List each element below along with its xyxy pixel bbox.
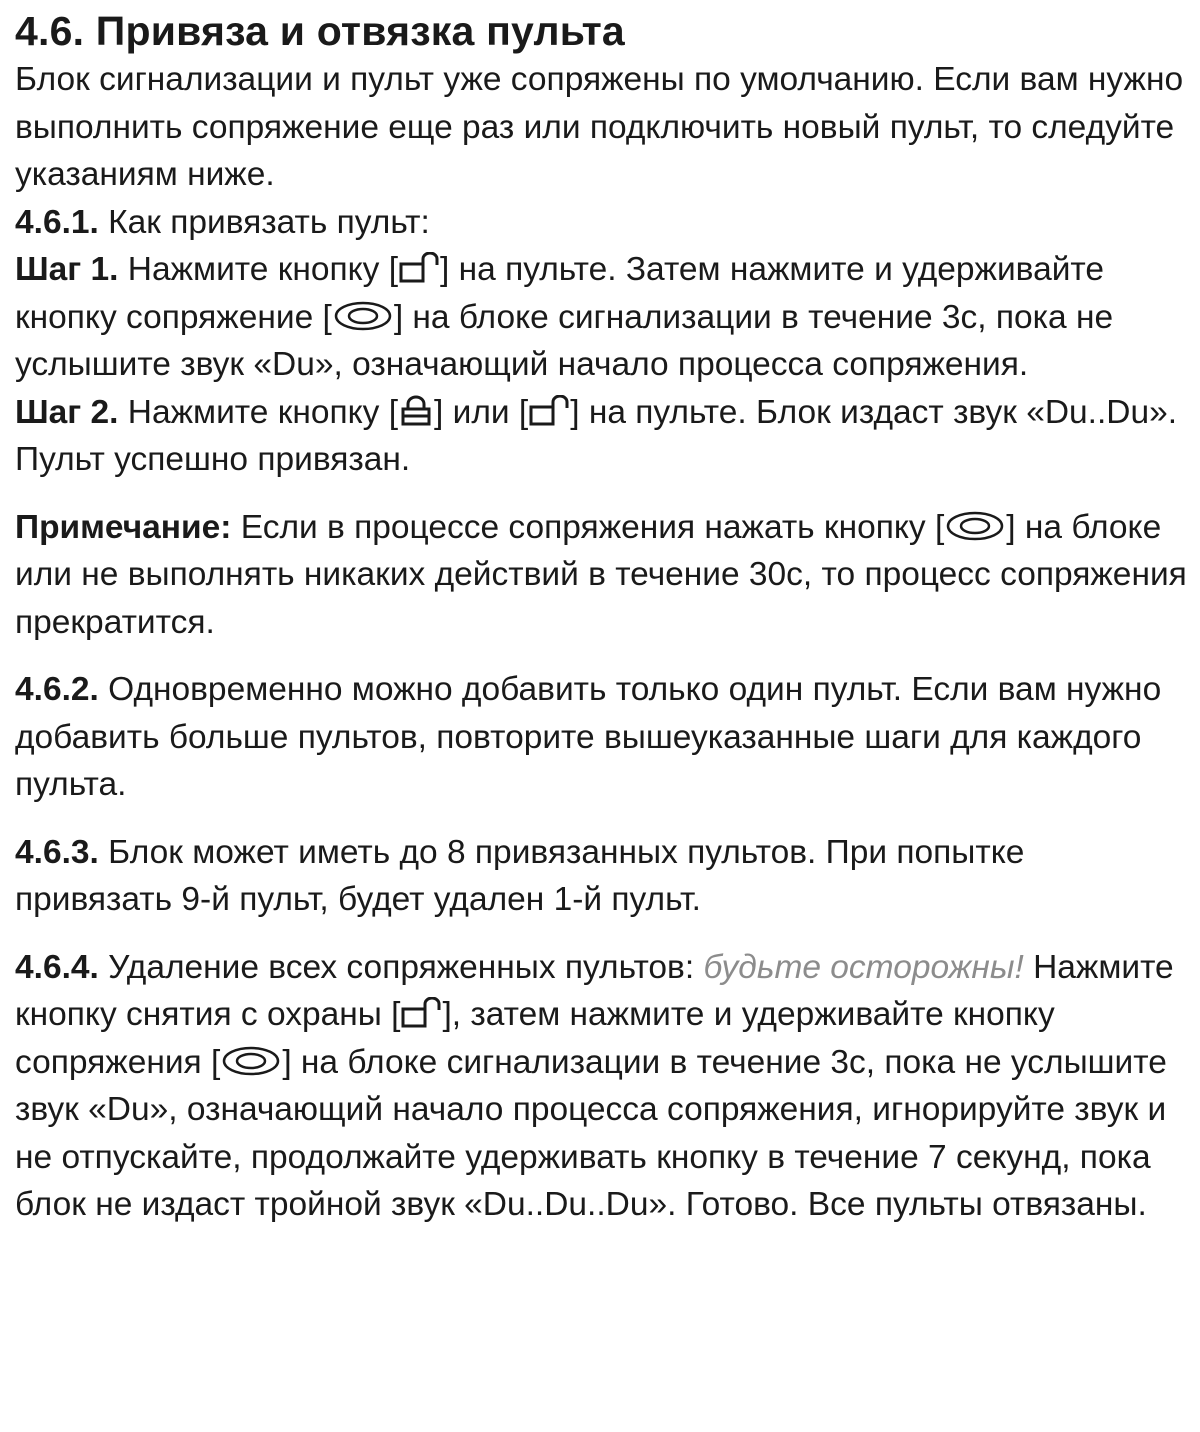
pair-button-icon	[944, 510, 1006, 542]
step-1-text-b: ] на пульте. Затем нажмите и удерживайте кнопку сопряжение [	[15, 251, 1105, 336]
warning-text: будьте осторожны!	[703, 948, 1024, 986]
step-2-label: Шаг 2.	[15, 393, 119, 431]
note-label: Примечание:	[15, 508, 232, 546]
unlock-icon	[398, 252, 440, 284]
note-text-a: Если в процессе сопряжения нажать кнопку [	[231, 508, 945, 546]
step-1-label: Шаг 1.	[15, 251, 119, 288]
paragraph-4-6-2	[15, 666, 1190, 809]
subsection-text-4-6-3: Блок может иметь до 8 привязанных пультов. При попытке привязать 9-й пульт, будет удален 1-й пульт.	[15, 833, 1025, 918]
subsection-text-4-6-1: Как привязать пульт:	[98, 203, 430, 241]
intro-paragraph	[15, 56, 1190, 484]
subsection-number-4-6-4: 4.6.4.	[15, 948, 99, 986]
subsection-text-4-6-4-d: ] на блоке сигнализации в течение 3с, пока не услышите звук «Du», означающий начало процесса сопряжения, игнорируйте звук и не отпускайте, продолжайте удерживать кнопку в течение 7 секунд, пока блок не издаст тройной звук «Du..Du..Du». Готово. Все пульты отвязаны.	[15, 1043, 1167, 1223]
step-2-text-a: Нажмите кнопку [	[118, 393, 399, 431]
subsection-number-4-6-3: 4.6.3.	[15, 833, 99, 871]
section-title: 4.6. Привяза и отвязка пульта	[15, 8, 625, 54]
subsection-text-4-6-4-b: Нажмите кнопку снятия с охраны [	[15, 948, 1174, 1033]
step-1-text-c: ] на блоке сигнализации в течение 3с, пока не услышите звук «Du», означающий начало процесса сопряжения.	[15, 298, 1114, 383]
lock-icon	[398, 395, 434, 427]
subsection-text-4-6-2: Одновременно можно добавить только один пульт. Если вам нужно добавить больше пультов, повторите вышеуказанные шаги для каждого пульта.	[15, 671, 1162, 803]
note-text-b: ] на блоке или не выполнять никаких действий в течение 30с, то процесс сопряжения прекратится.	[15, 508, 1187, 641]
subsection-number-4-6-1: 4.6.1.	[15, 203, 99, 241]
intro-text: Блок сигнализации и пульт уже сопряжены по умолчанию. Если вам нужно выполнить сопряжение еще раз или подключить новый пульт, то следуйте указаниям ниже.	[15, 61, 1184, 193]
pair-button-icon	[332, 300, 394, 332]
subsection-number-4-6-2: 4.6.2.	[15, 671, 99, 708]
note-paragraph	[15, 504, 1190, 647]
unlock-icon	[400, 997, 442, 1029]
step-2-text-b: ] или [	[434, 393, 529, 431]
manual-page	[15, 6, 1190, 1229]
paragraph-4-6-4	[15, 944, 1190, 1229]
step-2-text-c: ] на пульте. Блок издаст звук «Du..Du». Пульт успешно привязан.	[15, 393, 1178, 478]
paragraph-4-6-3	[15, 829, 1190, 924]
subsection-text-4-6-4-c: ], затем нажмите и удерживайте кнопку сопряжения [	[15, 996, 1055, 1081]
pair-button-icon	[220, 1045, 282, 1077]
unlock-icon	[528, 395, 570, 427]
subsection-text-4-6-4-a: Удаление всех сопряженных пультов:	[98, 948, 704, 986]
step-1-text-a: Нажмите кнопку [	[118, 251, 399, 288]
